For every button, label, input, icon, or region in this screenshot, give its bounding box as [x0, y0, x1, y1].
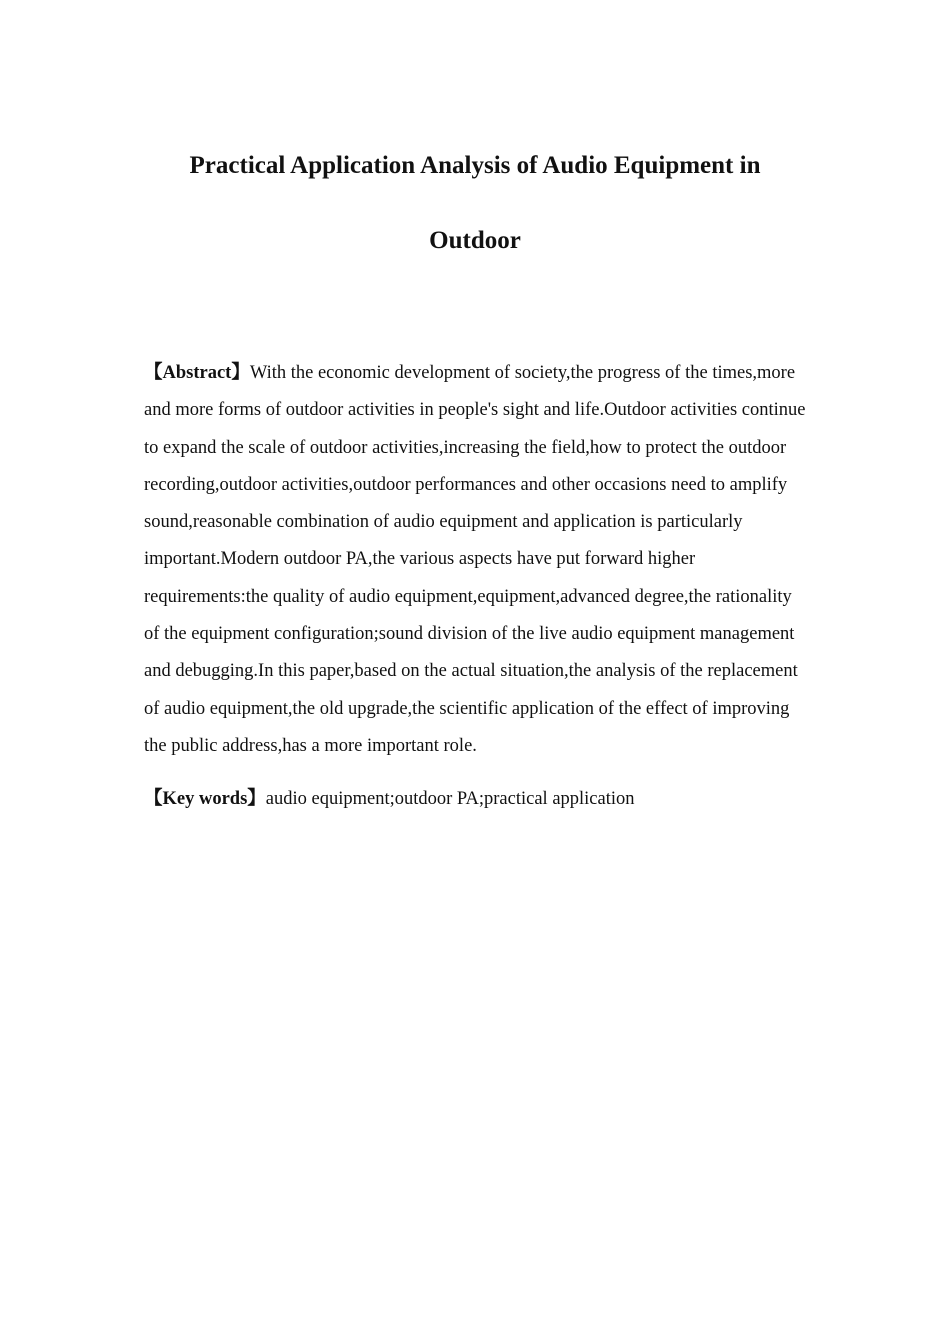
abstract-label: 【Abstract】	[144, 363, 250, 383]
keywords-label: 【Key words】	[144, 789, 266, 809]
keywords-paragraph	[144, 782, 806, 816]
keywords-text: audio equipment;outdoor PA;practical application	[265, 789, 635, 809]
abstract-paragraph	[144, 355, 806, 765]
paper-title-line-2: Outdoor	[429, 227, 521, 254]
abstract-text: With the economic development of society,the progress of the times,more and more forms of outdoor activities in people's sight and life.Outdoor activities continue to expand the scale of outdoor activities,increasing the field,how to protect the outdoor recording,outdoor activities,outdoor performances and other occasions need to amplify sound,reasonable combination of audio equipment and application is particularly important.Modern outdoor PA,the various aspects have put forward higher requirements:the quality of audio equipment,equipment,advanced degree,the rationality of the equipment configuration;sound division of the live audio equipment management and debugging.In this paper,based on the actual situation,the analysis of the replacement of audio equipment,the old upgrade,the scientific application of the effect of improving the public address,has a more important role.	[144, 363, 806, 756]
paper-title	[144, 128, 806, 278]
paper-title-line-1: Practical Application Analysis of Audio Equipment in	[189, 152, 761, 179]
